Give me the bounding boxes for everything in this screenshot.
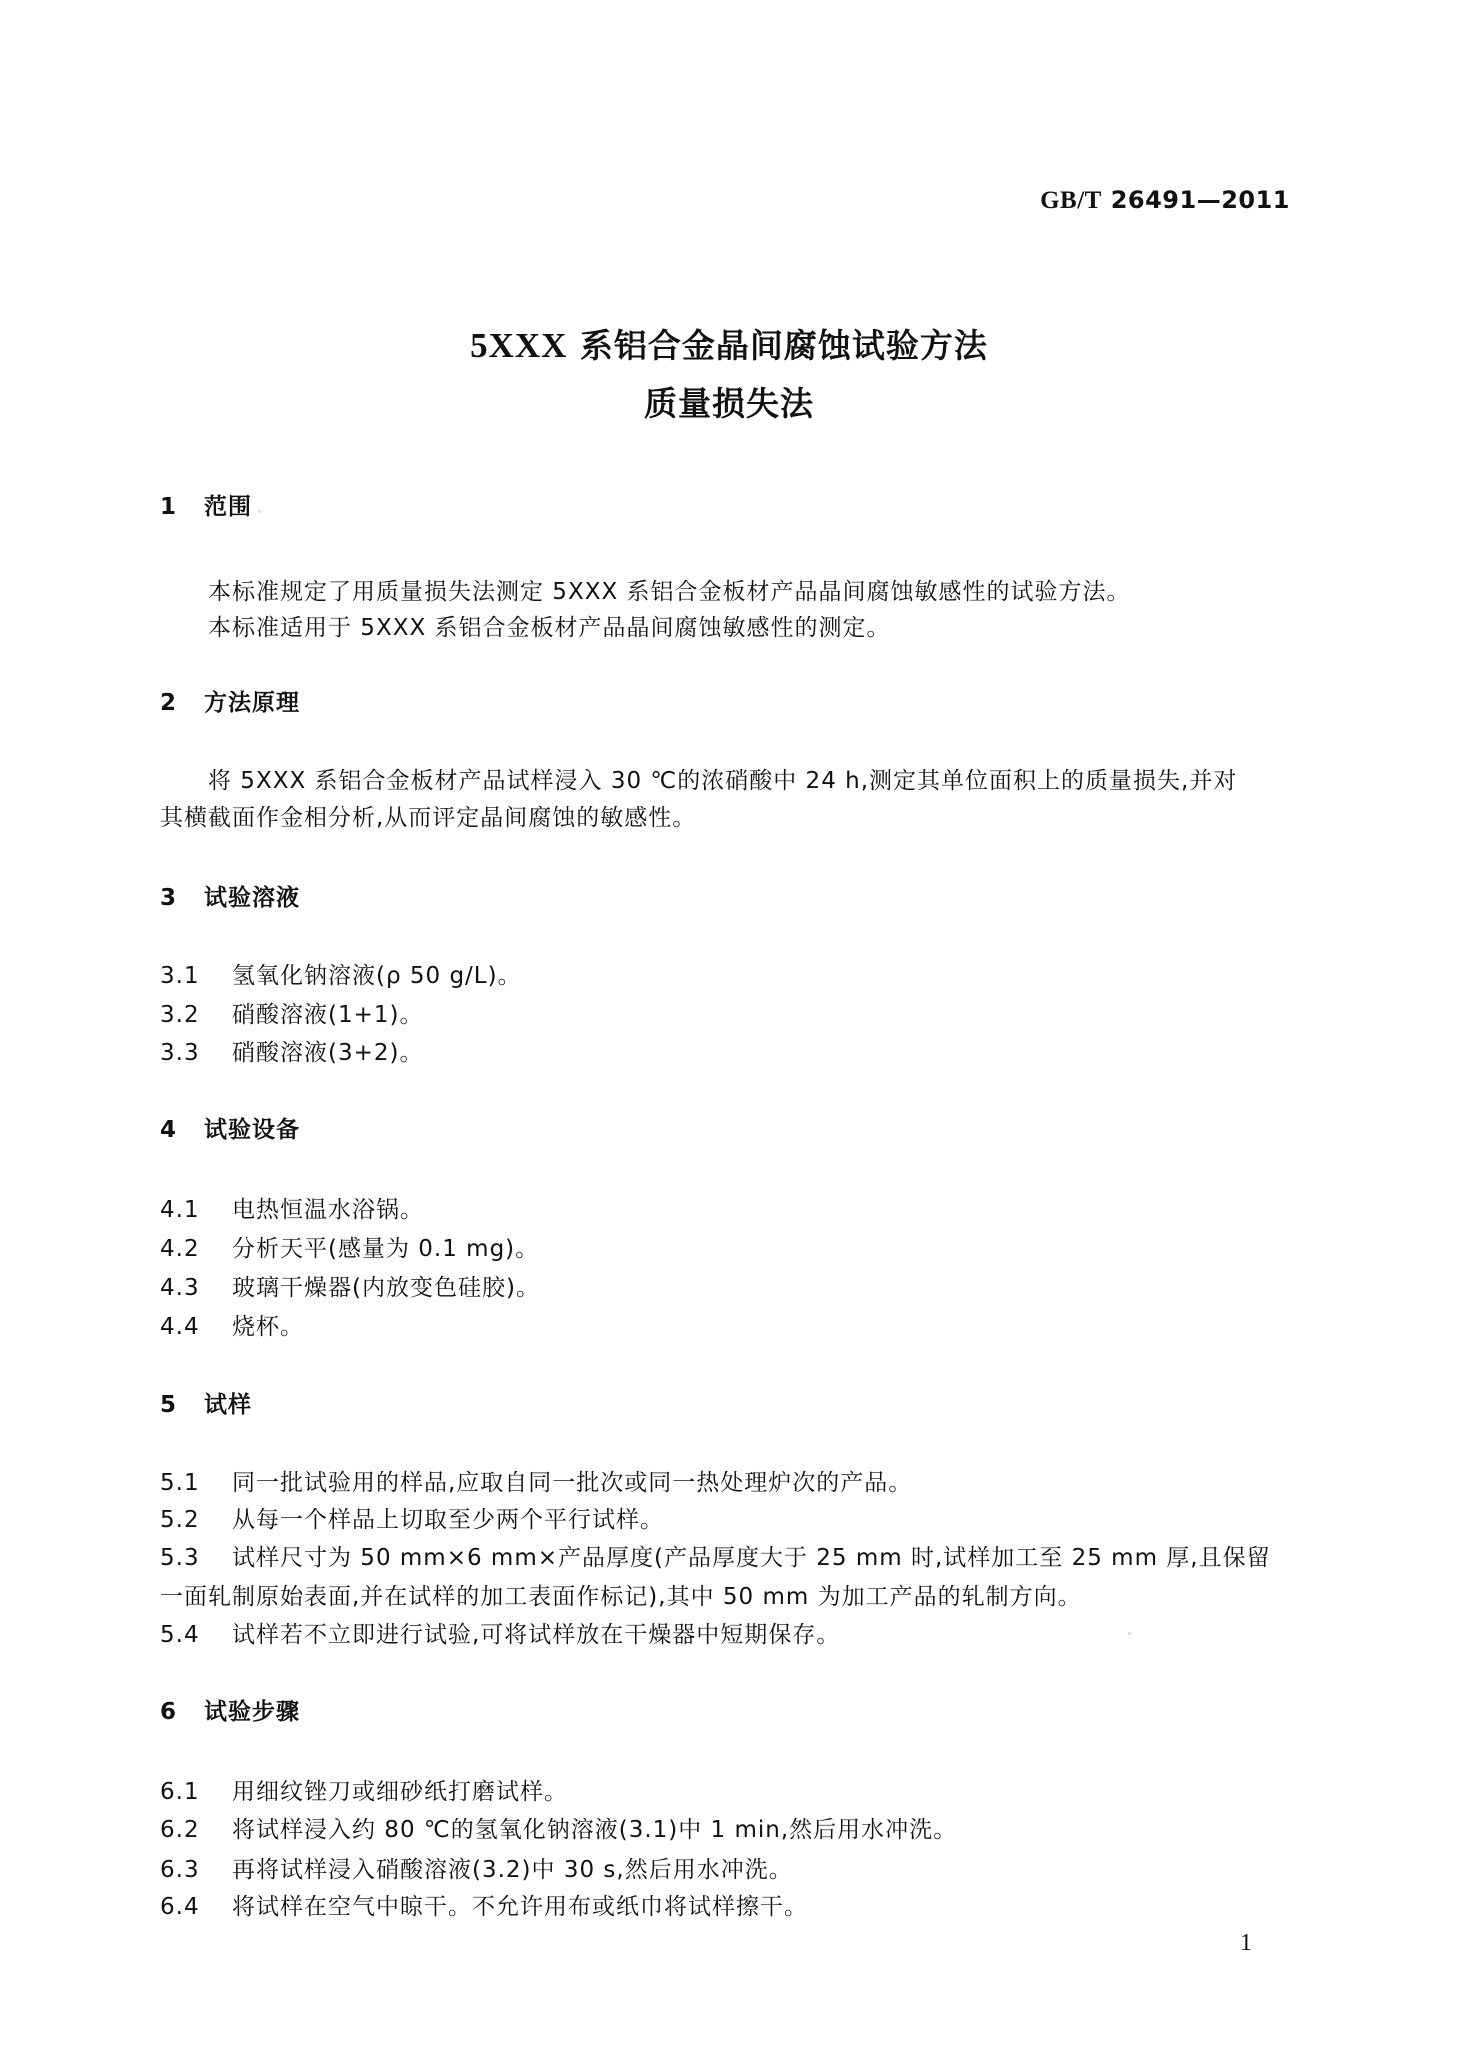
clause-number: 4.1 <box>160 1197 200 1223</box>
clause-item <box>160 1312 304 1342</box>
section-heading-procedure <box>160 1697 300 1727</box>
clause-number: 5.4 <box>160 1622 200 1648</box>
clause-text: 再将试样浸入硝酸溶液(3.2)中 30 s,然后用水冲洗。 <box>232 1857 793 1883</box>
clause-text: 氢氧化钠溶液(ρ 50 g/L)。 <box>232 963 522 989</box>
clause-number: 5.2 <box>160 1507 200 1533</box>
clause-number: 3.3 <box>160 1040 200 1066</box>
paragraph: 本标准规定了用质量损失法测定 5XXX 系铝合金板材产品晶间腐蚀敏感性的试验方法。 <box>208 579 1131 605</box>
clause-item <box>160 1505 664 1535</box>
clause-text: 试样尺寸为 50 mm×6 mm×产品厚度(产品厚度大于 25 mm 时,试样加工至 25 mm 厚,且保留 <box>232 1545 1271 1571</box>
section-heading-solutions <box>160 883 300 913</box>
clause-text: 试样若不立即进行试验,可将试样放在干燥器中短期保存。 <box>232 1622 841 1648</box>
scan-artifact <box>1128 1632 1131 1635</box>
clause-item <box>160 1855 793 1885</box>
clause-text: 将试样浸入约 80 ℃的氢氧化钠溶液(3.1)中 1 min,然后用水冲洗。 <box>232 1817 958 1843</box>
paragraph: 本标准适用于 5XXX 系铝合金板材产品晶间腐蚀敏感性的测定。 <box>208 615 891 641</box>
clause-text: 从每一个样品上切取至少两个平行试样。 <box>232 1507 664 1533</box>
clause-item <box>160 1543 1271 1573</box>
clause-number: 6.1 <box>160 1779 200 1805</box>
section-heading-scope <box>160 492 252 522</box>
clause-item <box>160 1273 540 1303</box>
clause-continuation: 一面轧制原始表面,并在试样的加工表面作标记),其中 50 mm 为加工产品的轧制方向。 <box>160 1584 1082 1610</box>
clause-item <box>160 1777 568 1807</box>
clause-number: 4.2 <box>160 1236 200 1262</box>
clause-item <box>160 1892 808 1922</box>
clause-number: 5.3 <box>160 1545 200 1571</box>
standard-number: 26491—2011 <box>1110 186 1290 214</box>
section-number: 2 <box>160 690 178 716</box>
clause-text: 玻璃干燥器(内放变色硅胶)。 <box>232 1275 540 1301</box>
clause-number: 4.4 <box>160 1314 200 1340</box>
section-heading-specimens <box>160 1390 252 1420</box>
section-number: 1 <box>160 494 178 520</box>
document-title-line-1 <box>0 320 1458 367</box>
clause-number: 5.1 <box>160 1470 200 1496</box>
clause-text: 硝酸溶液(1+1)。 <box>232 1002 424 1028</box>
standard-code <box>1040 186 1290 215</box>
clause-number: 3.2 <box>160 1002 200 1028</box>
clause-text: 将试样在空气中晾干。不允许用布或纸巾将试样擦干。 <box>232 1894 808 1920</box>
clause-item <box>160 1468 912 1498</box>
paragraph: 将 5XXX 系铝合金板材产品试样浸入 30 ℃的浓硝酸中 24 h,测定其单位面积上的质量损失,并对 <box>208 768 1238 794</box>
section-number: 6 <box>160 1699 178 1725</box>
clause-item <box>160 1038 423 1068</box>
clause-number: 6.4 <box>160 1894 200 1920</box>
section-number: 3 <box>160 885 178 911</box>
clause-text: 分析天平(感量为 0.1 mg)。 <box>232 1236 540 1262</box>
clause-item <box>160 1000 423 1030</box>
clause-text: 用细纹锉刀或细砂纸打磨试样。 <box>232 1779 568 1805</box>
section-title: 试验步骤 <box>204 1699 300 1725</box>
clause-number: 3.1 <box>160 963 200 989</box>
clause-text: 同一批试验用的样品,应取自同一批次或同一热处理炉次的产品。 <box>232 1470 913 1496</box>
section-title: 试样 <box>204 1392 252 1418</box>
clause-number: 6.3 <box>160 1857 200 1883</box>
scan-artifact <box>258 510 261 513</box>
clause-item <box>160 1195 424 1225</box>
clause-item <box>160 1620 840 1650</box>
section-number: 4 <box>160 1117 178 1143</box>
document-title-line-2: 质量损失法 <box>644 384 814 423</box>
standard-prefix: GB/T <box>1040 187 1102 214</box>
section-title: 试验设备 <box>204 1117 300 1143</box>
clause-text: 电热恒温水浴锅。 <box>232 1197 424 1223</box>
page-number: 1 <box>1240 1930 1252 1956</box>
clause-number: 6.2 <box>160 1817 200 1843</box>
clause-item <box>160 1815 957 1845</box>
section-number: 5 <box>160 1392 178 1418</box>
clause-text: 硝酸溶液(3+2)。 <box>232 1040 424 1066</box>
clause-item <box>160 961 522 991</box>
title-main-text: 系铝合金晶间腐蚀试验方法 <box>567 326 988 365</box>
section-title: 范围 <box>204 494 252 520</box>
section-heading-principle <box>160 688 300 718</box>
clause-text: 烧杯。 <box>232 1314 304 1340</box>
section-title: 试验溶液 <box>204 885 300 911</box>
clause-item <box>160 1234 539 1264</box>
title-alloy-series: 5XXX <box>470 326 568 365</box>
paragraph-continuation: 其横截面作金相分析,从而评定晶间腐蚀的敏感性。 <box>160 805 697 831</box>
clause-number: 4.3 <box>160 1275 200 1301</box>
section-heading-apparatus <box>160 1115 300 1145</box>
section-title: 方法原理 <box>204 690 300 716</box>
